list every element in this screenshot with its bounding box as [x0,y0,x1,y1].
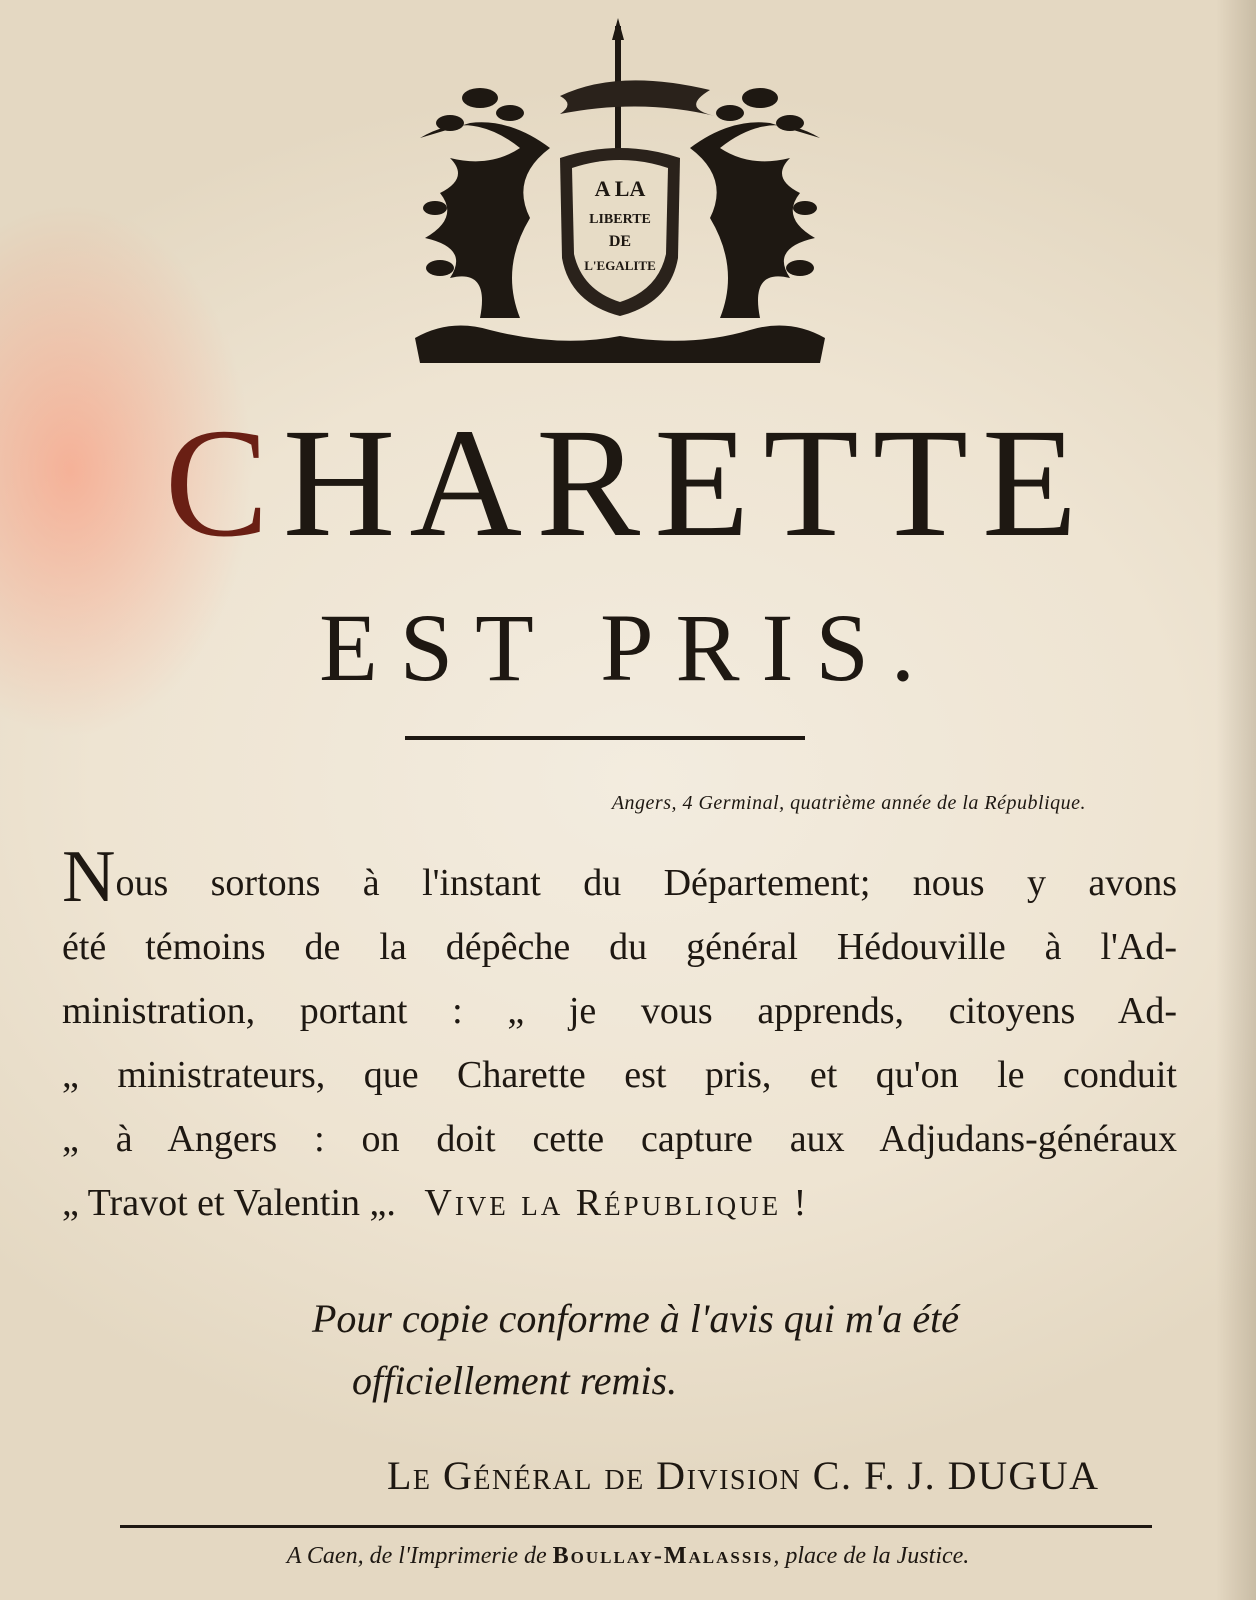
title-rest: HARETTE [282,396,1092,569]
poster-subtitle: EST PRIS. [319,594,937,701]
drop-cap: N [62,836,116,918]
signature-name: C. F. J. DUGUA [812,1453,1100,1498]
body-line-1: Nous sortons à l'instant du Département; nous y avons [62,836,1177,918]
poster-title [0,396,1256,569]
copy-line-1: Pour copie conforme à l'avis qui m'a été [312,1296,959,1341]
paper-edge-shadow [1216,0,1256,1600]
body-line-2: été témoins de la dépêche du général Hédouville à l'Ad- [62,926,1177,968]
signature [387,1452,1100,1499]
printer-name: Boullay-Malassis [552,1543,774,1569]
crest-motto-line-2: LIBERTE [589,212,651,227]
printer-imprint: A Caen, de l'Imprimerie de Boullay-Malassis, place de la Justice. [286,1543,970,1569]
body-line-6: „ Travot et Valentin „. Vive la République ! [62,1182,810,1224]
body-line-4: „ ministrateurs, que Charette est pris, et qu'on le conduit [62,1054,1177,1096]
crest-motto-line-1: A LA [594,176,646,201]
copy-certification [312,1288,1172,1412]
crest-motto-line-3: DE [608,233,632,250]
crest-motto-line-4: L'EGALITE [584,258,656,273]
title-first-letter: C [164,396,283,569]
title-divider [405,736,805,740]
body-line-3: ministration, portant : „ je vous apprends, citoyens Ad- [62,990,1177,1032]
coat-of-arms-icon [410,18,830,368]
copy-line-2: officiellement remis. [352,1358,678,1403]
body-text [62,836,1177,1235]
dateline: Angers, 4 Germinal, quatrième année de la République. [611,792,1086,814]
signature-rank: Le Général de Division [387,1453,802,1498]
footer-divider [120,1525,1152,1528]
body-line-5: „ à Angers : on doit cette capture aux Adjudans-généraux [62,1118,1177,1160]
vive-la-republique: Vive la République ! [424,1182,810,1224]
